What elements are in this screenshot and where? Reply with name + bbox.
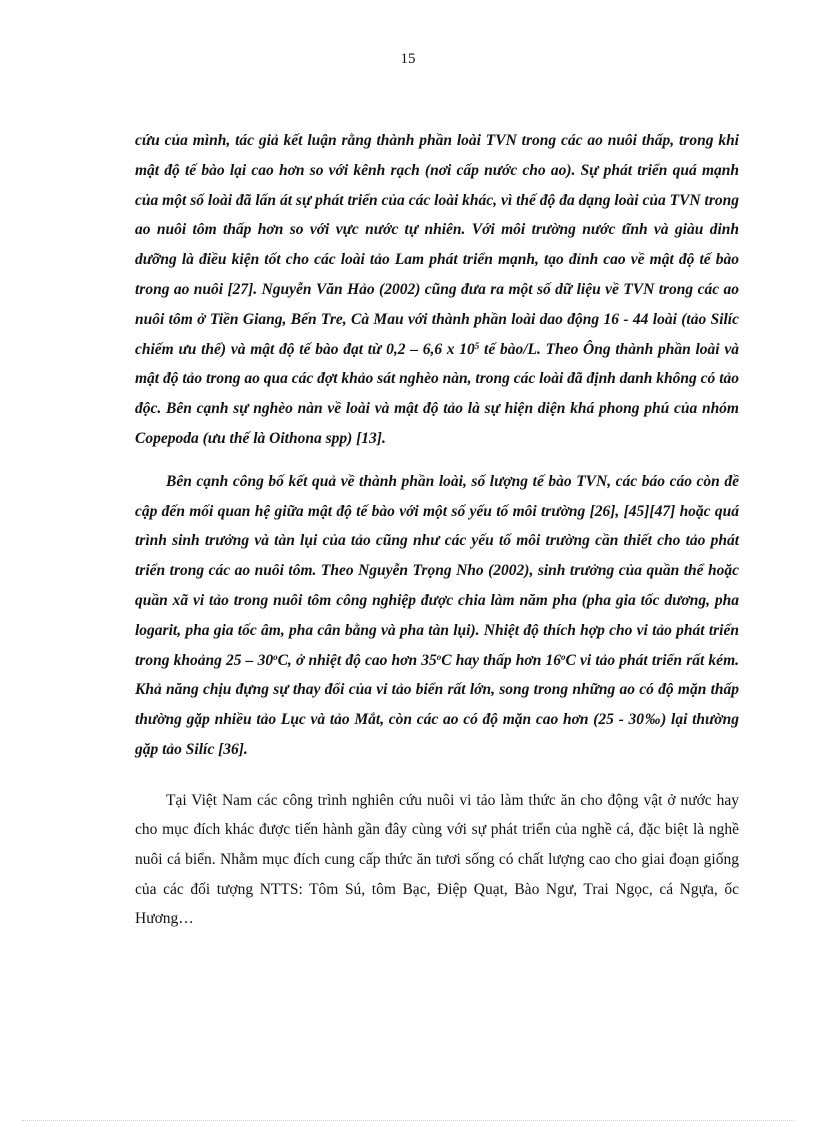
paragraph-2	[135, 467, 739, 765]
degree-sup-3: o	[560, 651, 566, 662]
paragraph-2-text-a: Bên cạnh công bố kết quả về thành phần loài, số lượng tế bào TVN, các báo cáo còn đề cập đến mối quan hệ giữa mật độ tế bào với một số yếu tố môi trường [26], [45][47] hoặc quá trình sinh trưởng và tàn lụi của tảo cũng như các yếu tố môi trường cần thiết cho tảo phát triển trong các ao nuôi tôm. Theo Nguyễn Trọng Nho (2002), sinh trưởng của quần thể hoặc quần xã vi tảo trong nuôi tôm công nghiệp được chia làm năm pha (pha gia tốc dương, pha logarit, pha gia tốc âm, pha cân bằng và pha tàn lụi). Nhiệt độ thích hợp cho vi tảo phát triển trong khoảng 25 – 30	[135, 472, 739, 669]
paragraph-1-text-a: cứu của mình, tác giả kết luận rằng thành phần loài TVN trong các ao nuôi thấp, trong khi mật độ tế bào lại cao hơn so với kênh rạch (nơi cấp nước cho ao). Sự phát triển quá mạnh của một số loài đã lấn át sự phát triển của các loài khác, vì thế độ đa dạng loài của TVN trong ao nuôi tôm thấp hơn so với vực nước tự nhiên. Với môi trường nước tĩnh và giàu dinh dưỡng là điều kiện tốt cho các loài tảo Lam phát triển mạnh, tạo đỉnh cao về mật độ tế bào trong ao nuôi [27]. Nguyễn Văn Hảo (2002) cũng đưa ra một số dữ liệu về TVN trong các ao nuôi tôm ở Tiền Giang, Bến Tre, Cà Mau với thành phần loài dao động 16 - 44 loài (tảo Silíc chiếm ưu thế) và mật độ tế bào đạt từ 0,2 – 6,6 x 10	[135, 132, 739, 358]
paragraph-2-text-b: C, ở nhiệt độ cao hơn 35	[277, 651, 437, 669]
paragraph-1	[135, 126, 739, 454]
page-number: 15	[400, 51, 416, 67]
paragraph-3-text: Tại Việt Nam các công trình nghiên cứu nuôi vi tảo làm thức ăn cho động vật ở nước hay cho mục đích khác được tiến hành gần đây cùng với sự phát triển của nghề cá, đặc biệt là nghề nuôi cá biển. Nhằm mục đích cung cấp thức ăn tươi sống có chất lượng cao cho giai đoạn giống của các đối tượng NTTS: Tôm Sú, tôm Bạc, Điệp Quạt, Bào Ngư, Trai Ngọc, cá Ngựa, ốc Hương…	[135, 791, 739, 928]
paragraph-1-text-b: tế bào/L. Theo Ông thành phần loài và mật độ tảo trong ao qua các đợt khảo sát nghèo nàn, trong các loài đã định danh không có tảo độc. Bên cạnh sự nghèo nàn về loài và mật độ tảo là sự hiện diện khá phong phú của nhóm Copepoda (ưu thế là Oithona spp) [13].	[135, 340, 739, 447]
degree-sup-2: o	[436, 651, 442, 662]
paragraph-3	[135, 786, 739, 934]
paragraph-2-text-d: C vi tảo phát triển rất kém. Khả năng chịu đựng sự thay đổi của vi tảo biển rất lớn, song trong những ao có độ mặn thấp thường gặp nhiều tảo Lục và tảo Mắt, còn các ao có độ mặn cao hơn (25 - 30‰) lại thường gặp tảo Silíc [36].	[135, 651, 739, 758]
body-text	[135, 126, 739, 934]
paragraph-1-exponent: 5	[474, 340, 480, 351]
page-bottom-divider	[22, 1120, 794, 1121]
degree-sup-1: o	[273, 651, 278, 662]
paragraph-2-text-c: C hay thấp hơn 16	[441, 651, 561, 669]
